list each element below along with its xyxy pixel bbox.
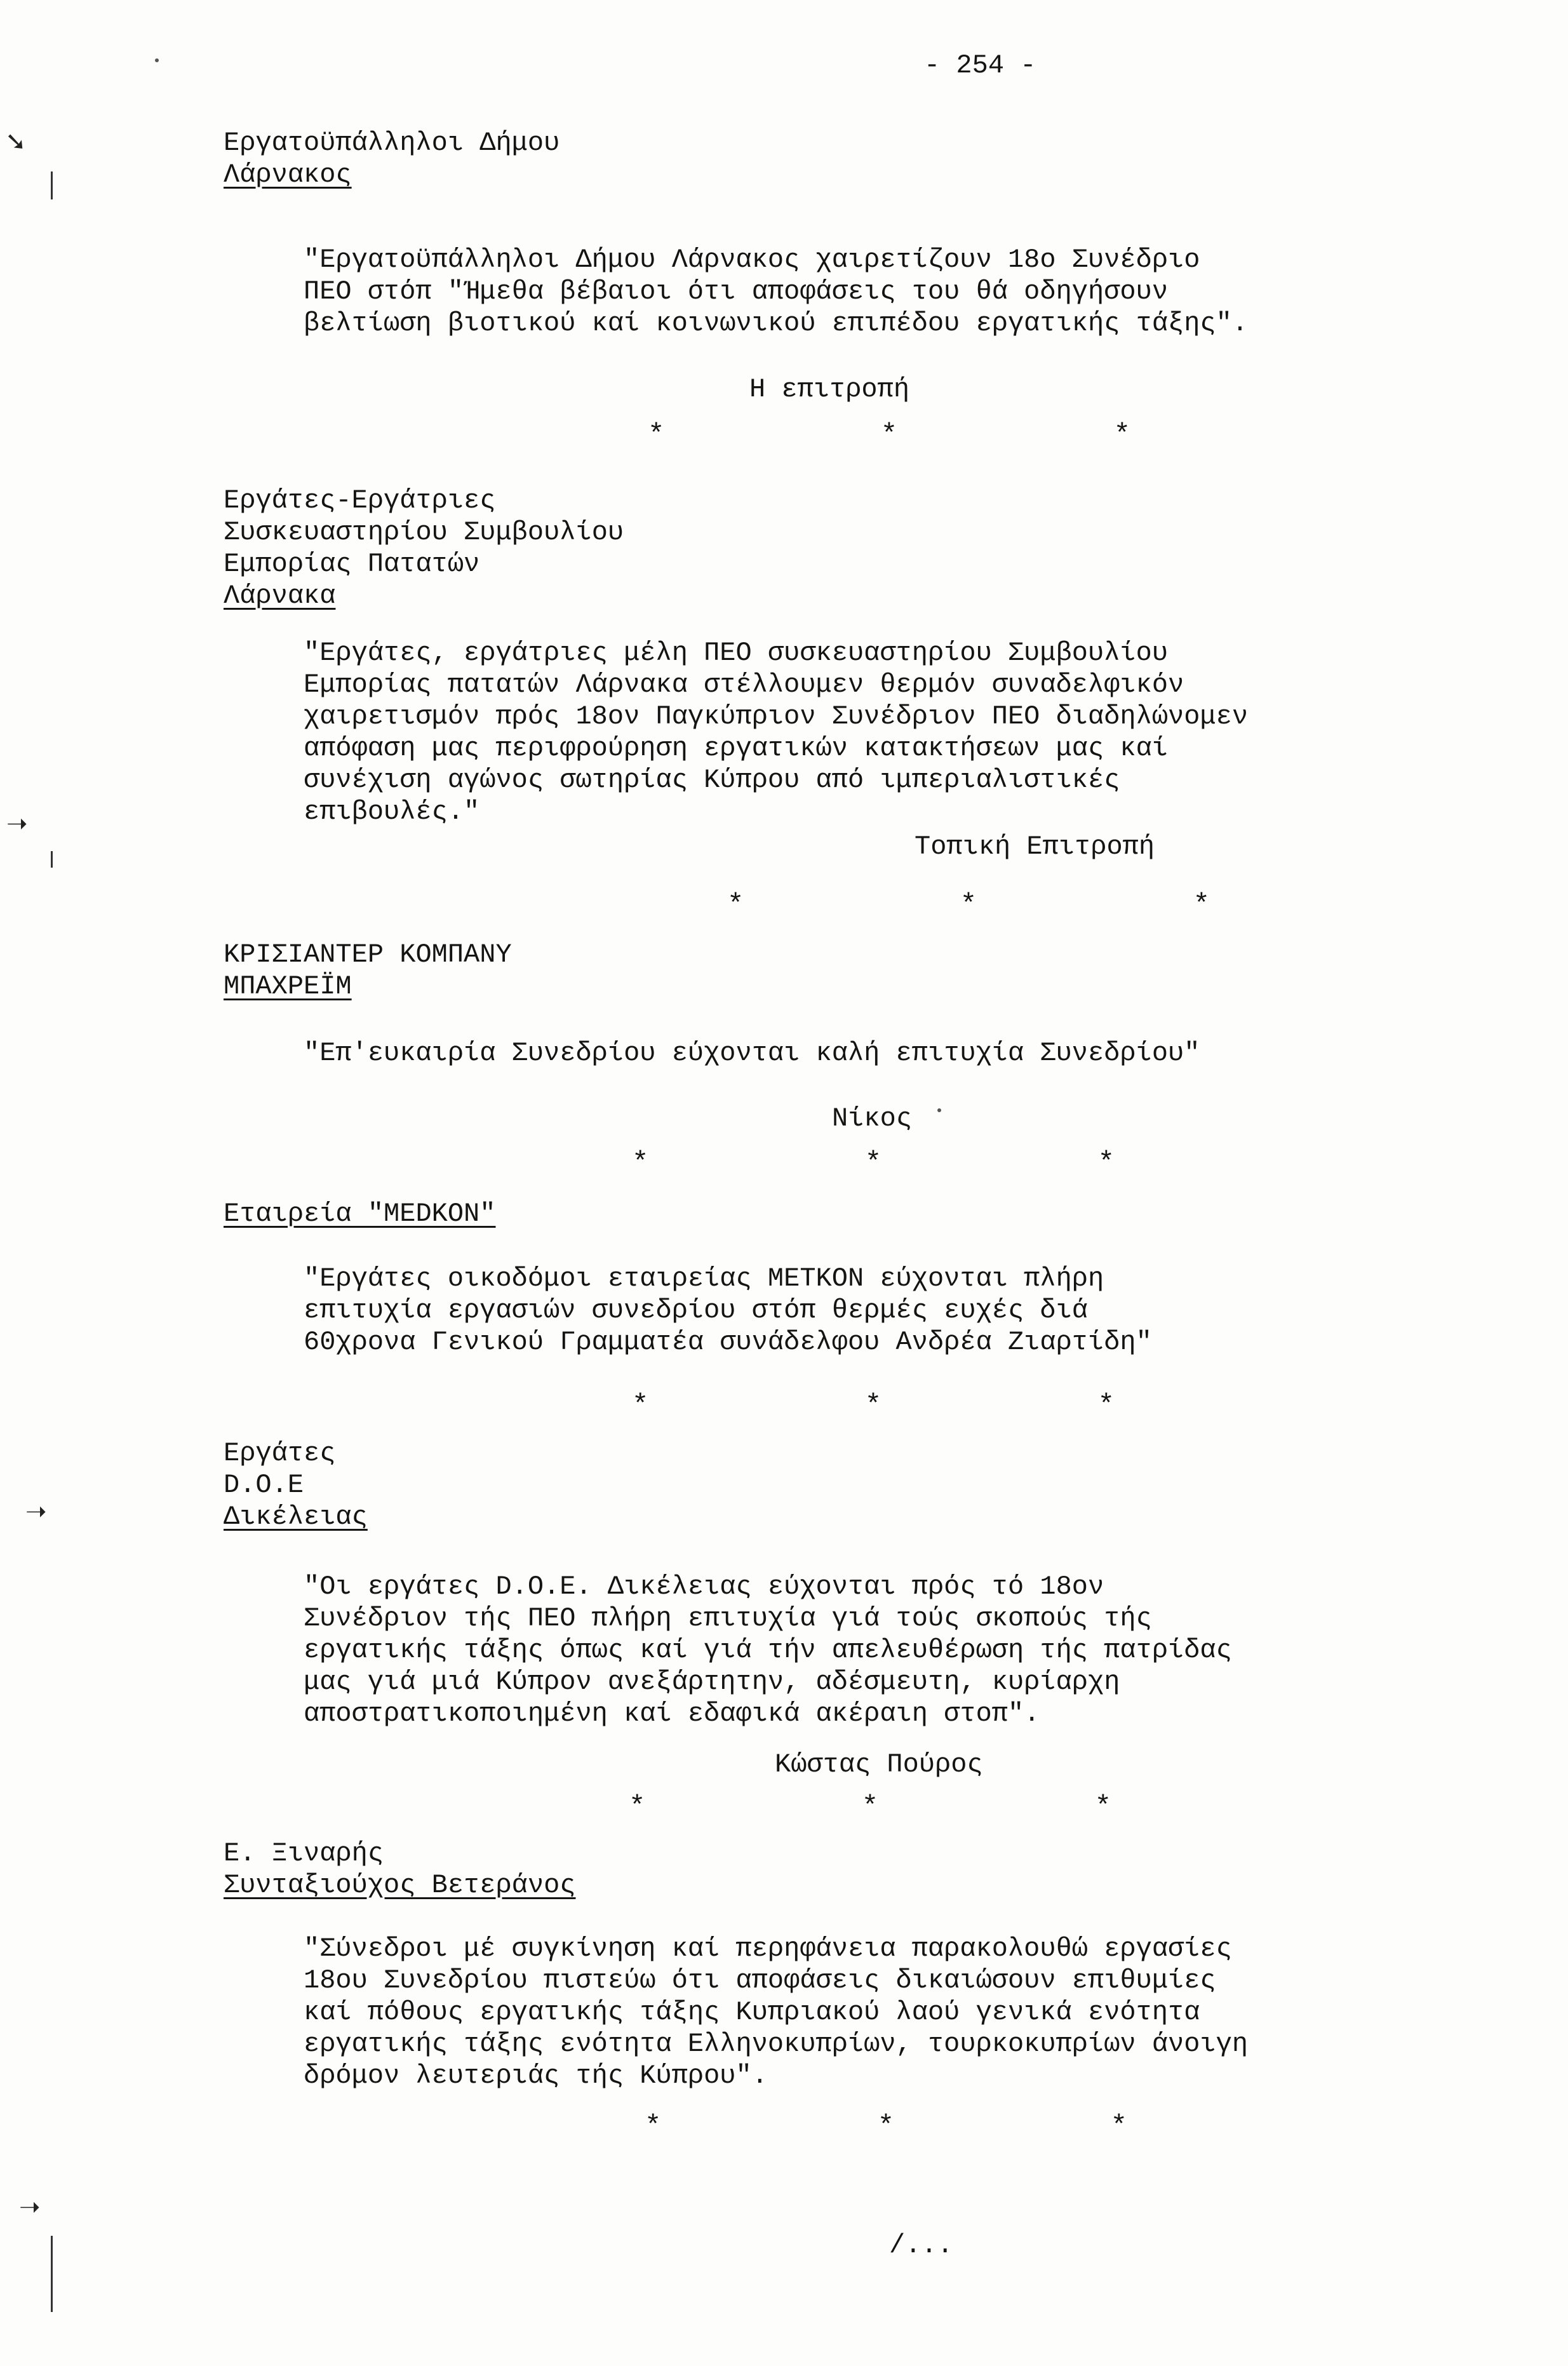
separator-star: * (864, 1390, 882, 1422)
entry-message-line: βελτίωση βιοτικού καί κοινωνικού επιπέδου εργατικής τάξης". (304, 308, 1249, 339)
entry-signature: Η επιτροπή (749, 374, 910, 405)
entry-message-line: εργατικής τάξης όπως καί γιά τήν απελευθέρωση τής πατρίδας (304, 1635, 1232, 1665)
entry-signature: Τοπική Επιτροπή (915, 831, 1155, 862)
section-separator (648, 419, 1130, 451)
entry-header: Εταιρεία "MEDKON" (224, 1199, 496, 1229)
entry-signature: Κώστας Πούρος (775, 1749, 983, 1780)
entry-message-line: χαιρετισμόν πρός 18ον Παγκύπριον Συνέδριον ΠΕΟ διαδηλώνομεν (304, 701, 1249, 732)
page-speck (155, 58, 159, 62)
entry-message-line: "Επ'ευκαιρία Συνεδρίου εύχονται καλή επιτυχία Συνεδρίου" (304, 1038, 1200, 1068)
section-separator (632, 1147, 1115, 1179)
entry-header: Συνταξιούχος Βετεράνος (224, 1870, 576, 1900)
entry-header: ΜΠΑΧΡΕΪΜ (224, 971, 352, 1002)
entry-header: Λάρνακος (224, 159, 352, 190)
separator-star: * (632, 1390, 649, 1422)
separator-star: * (645, 2111, 662, 2142)
separator-star: * (648, 419, 665, 451)
separator-star: * (877, 2111, 895, 2142)
margin-tick (51, 171, 53, 199)
separator-star: * (1113, 419, 1130, 451)
entry-header: Εργάτες-Εργάτριες (224, 485, 496, 516)
entry-header: ΚΡΙΣΙΑΝΤΕΡ ΚΟΜΠΑΝΥ (224, 939, 512, 970)
entry-message-line: "Σύνεδροι μέ συγκίνηση καί περηφάνεια παρακολουθώ εργασίες (304, 1933, 1232, 1964)
margin-tick (51, 2236, 53, 2312)
entry-message-line: μας γιά μιά Κύπρον ανεξάρτητην, αδέσμευτη, κυρίαρχη (304, 1667, 1120, 1697)
separator-star: * (727, 889, 744, 921)
margin-tick (51, 851, 53, 868)
entry-message-line: ΠΕΟ στόπ "Ήμεθα βέβαιοι ότι αποφάσεις του θά οδηγήσουν (304, 276, 1169, 307)
entry-header: Δικέλειας (224, 1502, 368, 1532)
separator-star: * (632, 1147, 649, 1179)
page-speck (937, 1108, 941, 1112)
entry-message-line: εργατικής τάξης ενότητα Ελληνοκυπρίων, τουρκοκυπρίων άνοιγη (304, 2029, 1249, 2059)
entry-message-line: απόφαση μας περιφρούρηση εργατικών κατακτήσεων μας καί (304, 733, 1169, 763)
page-number: - 254 - (924, 50, 1036, 81)
entry-header: Εργάτες (224, 1438, 336, 1469)
entry-message-line: 60χρονα Γενικού Γραμματέα συνάδελφου Ανδρέα Ζιαρτίδη" (304, 1327, 1152, 1357)
entry-header: Λάρνακα (224, 581, 336, 611)
separator-star: * (880, 419, 898, 451)
continuation-mark: /... (889, 2230, 953, 2261)
entry-header: Εμπορίας Πατατών (224, 549, 480, 579)
entry-header: Συσκευαστηρίου Συμβουλίου (224, 517, 624, 548)
separator-star: * (1097, 1147, 1115, 1179)
margin-arrow-mark: ➘ (5, 127, 27, 156)
section-separator (727, 889, 1210, 921)
entry-message-line: "Εργάτες, εργάτριες μέλη ΠΕΟ συσκευαστηρίου Συμβουλίου (304, 638, 1169, 668)
margin-arrow-mark: ➝ (19, 2193, 41, 2222)
entry-message-line: "Οι εργάτες D.O.E. Δικέλειας εύχονται πρός τό 18ον (304, 1571, 1104, 1602)
separator-star: * (1094, 1791, 1111, 1823)
separator-star: * (864, 1147, 882, 1179)
separator-star: * (629, 1791, 646, 1823)
entry-message-line: δρόμον λευτεριάς τής Κύπρου". (304, 2060, 768, 2091)
entry-header: Ε. Ξιναρής (224, 1838, 384, 1869)
entry-message-line: Εμπορίας πατατών Λάρνακα στέλλουμεν θερμόν συναδελφικόν (304, 669, 1184, 700)
entry-message-line: "Εργάτες οικοδόμοι εταιρείας ΜΕΤΚΟΝ εύχονται πλήρη (304, 1263, 1104, 1294)
separator-star: * (1193, 889, 1210, 921)
entry-message-line: "Εργατοϋπάλληλοι Δήμου Λάρνακος χαιρετίζουν 18ο Συνέδριο (304, 245, 1200, 275)
margin-arrow-mark: ➝ (6, 809, 28, 838)
section-separator (632, 1390, 1115, 1422)
entry-message-line: συνέχιση αγώνος σωτηρίας Κύπρου από ιμπεριαλιστικές (304, 765, 1120, 795)
separator-star: * (1110, 2111, 1127, 2142)
entry-message-line: Συνέδριον τής ΠΕΟ πλήρη επιτυχία γιά τούς σκοπούς τής (304, 1603, 1152, 1634)
entry-header: D.O.E (224, 1470, 304, 1500)
entry-message-line: καί πόθους εργατικής τάξης Κυπριακού λαού γενικά ενότητα (304, 1997, 1200, 2027)
entry-header: Εργατοϋπάλληλοι Δήμου (224, 128, 560, 158)
entry-message-line: 18ου Συνεδρίου πιστεύω ότι αποφάσεις δικαιώσουν επιθυμίες (304, 1965, 1216, 1996)
section-separator (645, 2111, 1127, 2142)
section-separator (629, 1791, 1111, 1823)
separator-star: * (960, 889, 977, 921)
entry-message-line: αποστρατικοποιημένη καί εδαφικά ακέραιη στοπ". (304, 1698, 1040, 1729)
entry-signature: Νίκος (832, 1103, 913, 1134)
entry-message-line: επιβουλές." (304, 797, 480, 827)
separator-star: * (861, 1791, 879, 1823)
margin-arrow-mark: ➝ (25, 1497, 47, 1526)
entry-message-line: επιτυχία εργασιών συνεδρίου στόπ θερμές ευχές διά (304, 1295, 1089, 1326)
separator-star: * (1097, 1390, 1115, 1422)
